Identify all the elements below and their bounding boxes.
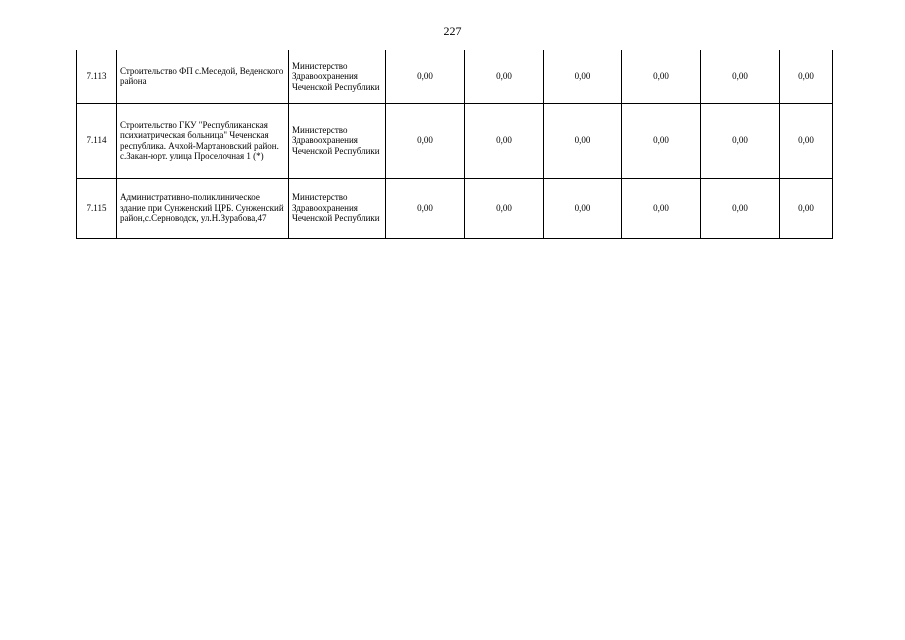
value-cell: 0,00 [622,50,701,103]
ministry-name: Министерство Здравоохранения Чеченской Республики [289,50,386,103]
value-cell: 0,00 [780,103,833,178]
value-cell: 0,00 [780,50,833,103]
ministry-name: Министерство Здравоохранения Чеченской Республики [289,103,386,178]
row-number: 7.114 [77,103,117,178]
value-cell: 0,00 [701,178,780,238]
row-number: 7.115 [77,178,117,238]
row-number: 7.113 [77,50,117,103]
object-name: Административно-поликлиническое здание при Сунженский ЦРБ. Сунженский район,с.Серноводск, ул.Н.Зурабова,47 [117,178,289,238]
object-name: Строительство ГКУ "Республиканская психиатрическая больница" Чеченская республика. Ачхой-Мартановский район. с.Закан-юрт. улица Проселочная 1 (*) [117,103,289,178]
value-cell: 0,00 [386,178,465,238]
value-cell: 0,00 [544,50,622,103]
value-cell: 0,00 [780,178,833,238]
table-row [77,50,833,103]
ministry-name: Министерство Здравоохранения Чеченской Республики [289,178,386,238]
value-cell: 0,00 [701,50,780,103]
value-cell: 0,00 [386,103,465,178]
value-cell: 0,00 [622,178,701,238]
value-cell: 0,00 [622,103,701,178]
value-cell: 0,00 [386,50,465,103]
value-cell: 0,00 [465,103,544,178]
value-cell: 0,00 [701,103,780,178]
table-row [77,103,833,178]
budget-table [76,50,833,239]
page-number: 227 [443,24,462,38]
value-cell: 0,00 [465,50,544,103]
object-name: Строительство ФП с.Меседой, Веденского района [117,50,289,103]
value-cell: 0,00 [544,178,622,238]
value-cell: 0,00 [544,103,622,178]
table-row [77,178,833,238]
value-cell: 0,00 [465,178,544,238]
